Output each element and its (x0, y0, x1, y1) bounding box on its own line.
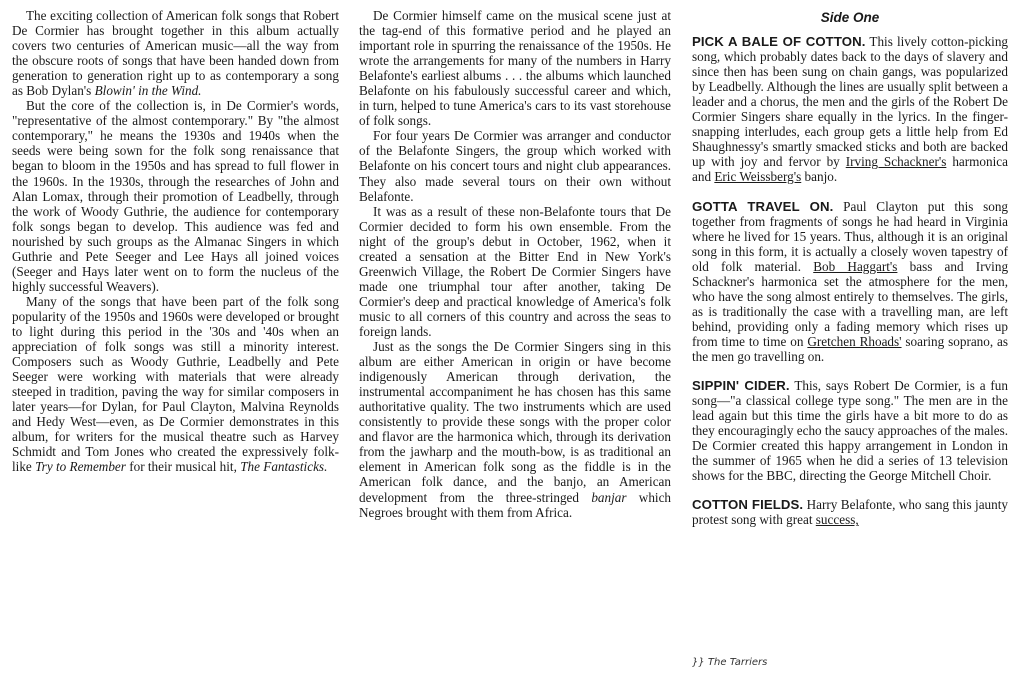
instrument-name: banjar (591, 489, 627, 505)
paragraph: It was as a result of these non-Belafonte tours that De Cormier decided to form his own ensemble. From the night of the group's debut in October, 1962, when it created a sensation at the Bitter End in New York's Greenwich Village, the Robert De Cormier Singers have made one triumphal tour after another, taking De Cormier's deep and practical knowledge of America's folk music to all corners of this country and across the seas to foreign lands. (359, 203, 671, 339)
paragraph-text: Many of the songs that have been part of the folk song popularity of the 1950s and 1960s were developed or brought to light during this period in the '30s and '40s when an appreciation of folk songs was still a minority interest. Composers such as Woody Guthrie, Leadbelly and Pete Seeger were working with materials that were already steeped in tradition, paving the way for similar composers in later years—for Dylan, for Paul Clayton, Malvina Reynolds and Hedy West—even, as De Cormier demonstrates in this album, for writers for the musical theatre such as Harvey Schmidt and Tom Jones who created the expressively folk-like (12, 293, 339, 475)
paragraph: For four years De Cormier was arranger and conductor of the Belafonte Singers, the group which worked with Belafonte on his concert tours and night club appearances. They also made several tours on their own without Belafonte. (359, 128, 671, 204)
paragraph-text: Just as the songs the De Cormier Singers sing in this album are either American in origin or have become indigenously American through derivation, the instrumental accompaniment he has chosen has this same authoritative quality. The two instruments which are used consistently to provide these songs with the proper color and flavor are the harmonica which, through its derivation from the jawharp and the mouth-bow, is as traditional an element in American folk song as the fiddle is in the American folk dance, and the banjo, an American development from the three-stringed (359, 339, 671, 505)
track-title: SIPPIN' CIDER. (692, 378, 790, 394)
track-text: Harry Belafonte, who sang this jaunty protest song with great (692, 497, 1008, 528)
paragraph: But the core of the collection is, in De Cormier's words, "representative of the almost contemporary." By "the almost contemporary," he means the 1930s and 1940s when the seeds were being sown for the folk song renaissance that began to bloom in the 1950s and has spread to full flower in the 1960s. In the 1930s, through the researches of John and Alan Lomax, through their promotion of Leadbelly, through the work of Woody Guthrie, the audience for contemporary folk songs began to develop. This audience was fed and nourished by such groups as the Almanac Singers in which Guthrie and Pete Seeger and Lee Hays all joined voices (Seeger and Hays later went on to form the nucleus of the highly successful Weavers). (12, 98, 339, 294)
musician-name: Bob Haggart's (813, 258, 898, 274)
track-note-3 (692, 378, 1008, 483)
column-1 (12, 8, 339, 474)
track-note-1 (692, 34, 1008, 184)
song-title: Try to Remember (35, 459, 126, 475)
paragraph (12, 294, 339, 475)
track-text: Paul Clayton put this song together from fragments of songs he had heard in Virginia where he lived for 15 years. Thus, although it is an original song in this form, it is actually a closely woven tapestry of old folk material. (692, 198, 1009, 274)
handwritten-text: The Tarriers (707, 657, 768, 668)
track-text: This lively cotton-picking song, which probably dates back to the days of slavery and since then has been sung on chain gangs, was popularized by Leadbelly. Although the lines are usually split between a leader and a chorus, the men and the girls of the Robert De Cormier Singers share equally in the lyrics. In the finger-snapping interludes, each group gets a little help from Ed Shaughnessy's smartly smacked sticks and both are backed up with joy and fervor by (692, 34, 1009, 170)
track-title: COTTON FIELDS. (692, 497, 804, 513)
track-text: bass and Irving Schackner's harmonica set the atmosphere for the men, who have the song almost entirely to themselves. The girls, as is traditionally the case with a travelling man, are left behind, providing only a fading memory which rises up from time to time on (692, 258, 1009, 349)
track-text: soaring soprano, as the men go travelling on. (692, 333, 1009, 364)
track-text: This, says Robert De Cormier, is a fun song—"a classical college type song." The men are in the lead again but this time the girls have a bit more to do as they encouragingly echo the saucy approaches of the males. De Cormier created this happy arrangement in London in the summer of 1965 when he did a series of 13 television shows for the BBC, directing the George Mitchell Choir. (692, 378, 1009, 484)
musician-name: Irving Schackner's (845, 154, 947, 170)
musician-name: Eric Weissberg's (714, 169, 802, 185)
musician-name: Gretchen Rhoads' (807, 333, 902, 349)
paragraph: De Cormier himself came on the musical scene just at the tag-end of this formative period and he played an important role in spurring the renaissance of the 1950s. He wrote the arrangements for many of the numbers in Harry Belafonte's earliest albums . . . the albums which launched Belafonte on his fabulously successful career and which, in turn, helped to tune America's cars to its vast storehouse of folk songs. (359, 8, 671, 129)
paragraph (359, 339, 671, 520)
musical-title: The Fantasticks. (240, 459, 328, 475)
track-text-underlined: success, (815, 512, 859, 528)
handwritten-mark: }} (692, 657, 705, 668)
side-heading: Side One (820, 10, 880, 25)
paragraph-text: The exciting collection of American folk songs that Robert De Cormier has brought together in this album actually covers two centuries of American music—all the way from the obscure roots of songs that have been handed down from generation to generation right up to as contemporary a song as Bob Dylan's (12, 8, 339, 99)
track-note-2 (692, 199, 1008, 365)
paragraph-text: for their musical hit, (129, 459, 237, 475)
column-3-track-notes (692, 10, 1008, 527)
column-2 (359, 8, 671, 520)
paragraph (12, 8, 339, 98)
song-title: Blowin' in the Wind. (94, 83, 202, 99)
track-note-4 (692, 497, 1008, 527)
track-title: GOTTA TRAVEL ON. (692, 198, 834, 214)
paragraph-text: which Negroes brought with them from Africa. (359, 489, 672, 520)
track-title: PICK A BALE OF COTTON. (692, 34, 866, 50)
handwritten-note (692, 657, 767, 668)
track-text: banjo. (804, 169, 838, 185)
track-text: harmonica and (692, 154, 1008, 185)
